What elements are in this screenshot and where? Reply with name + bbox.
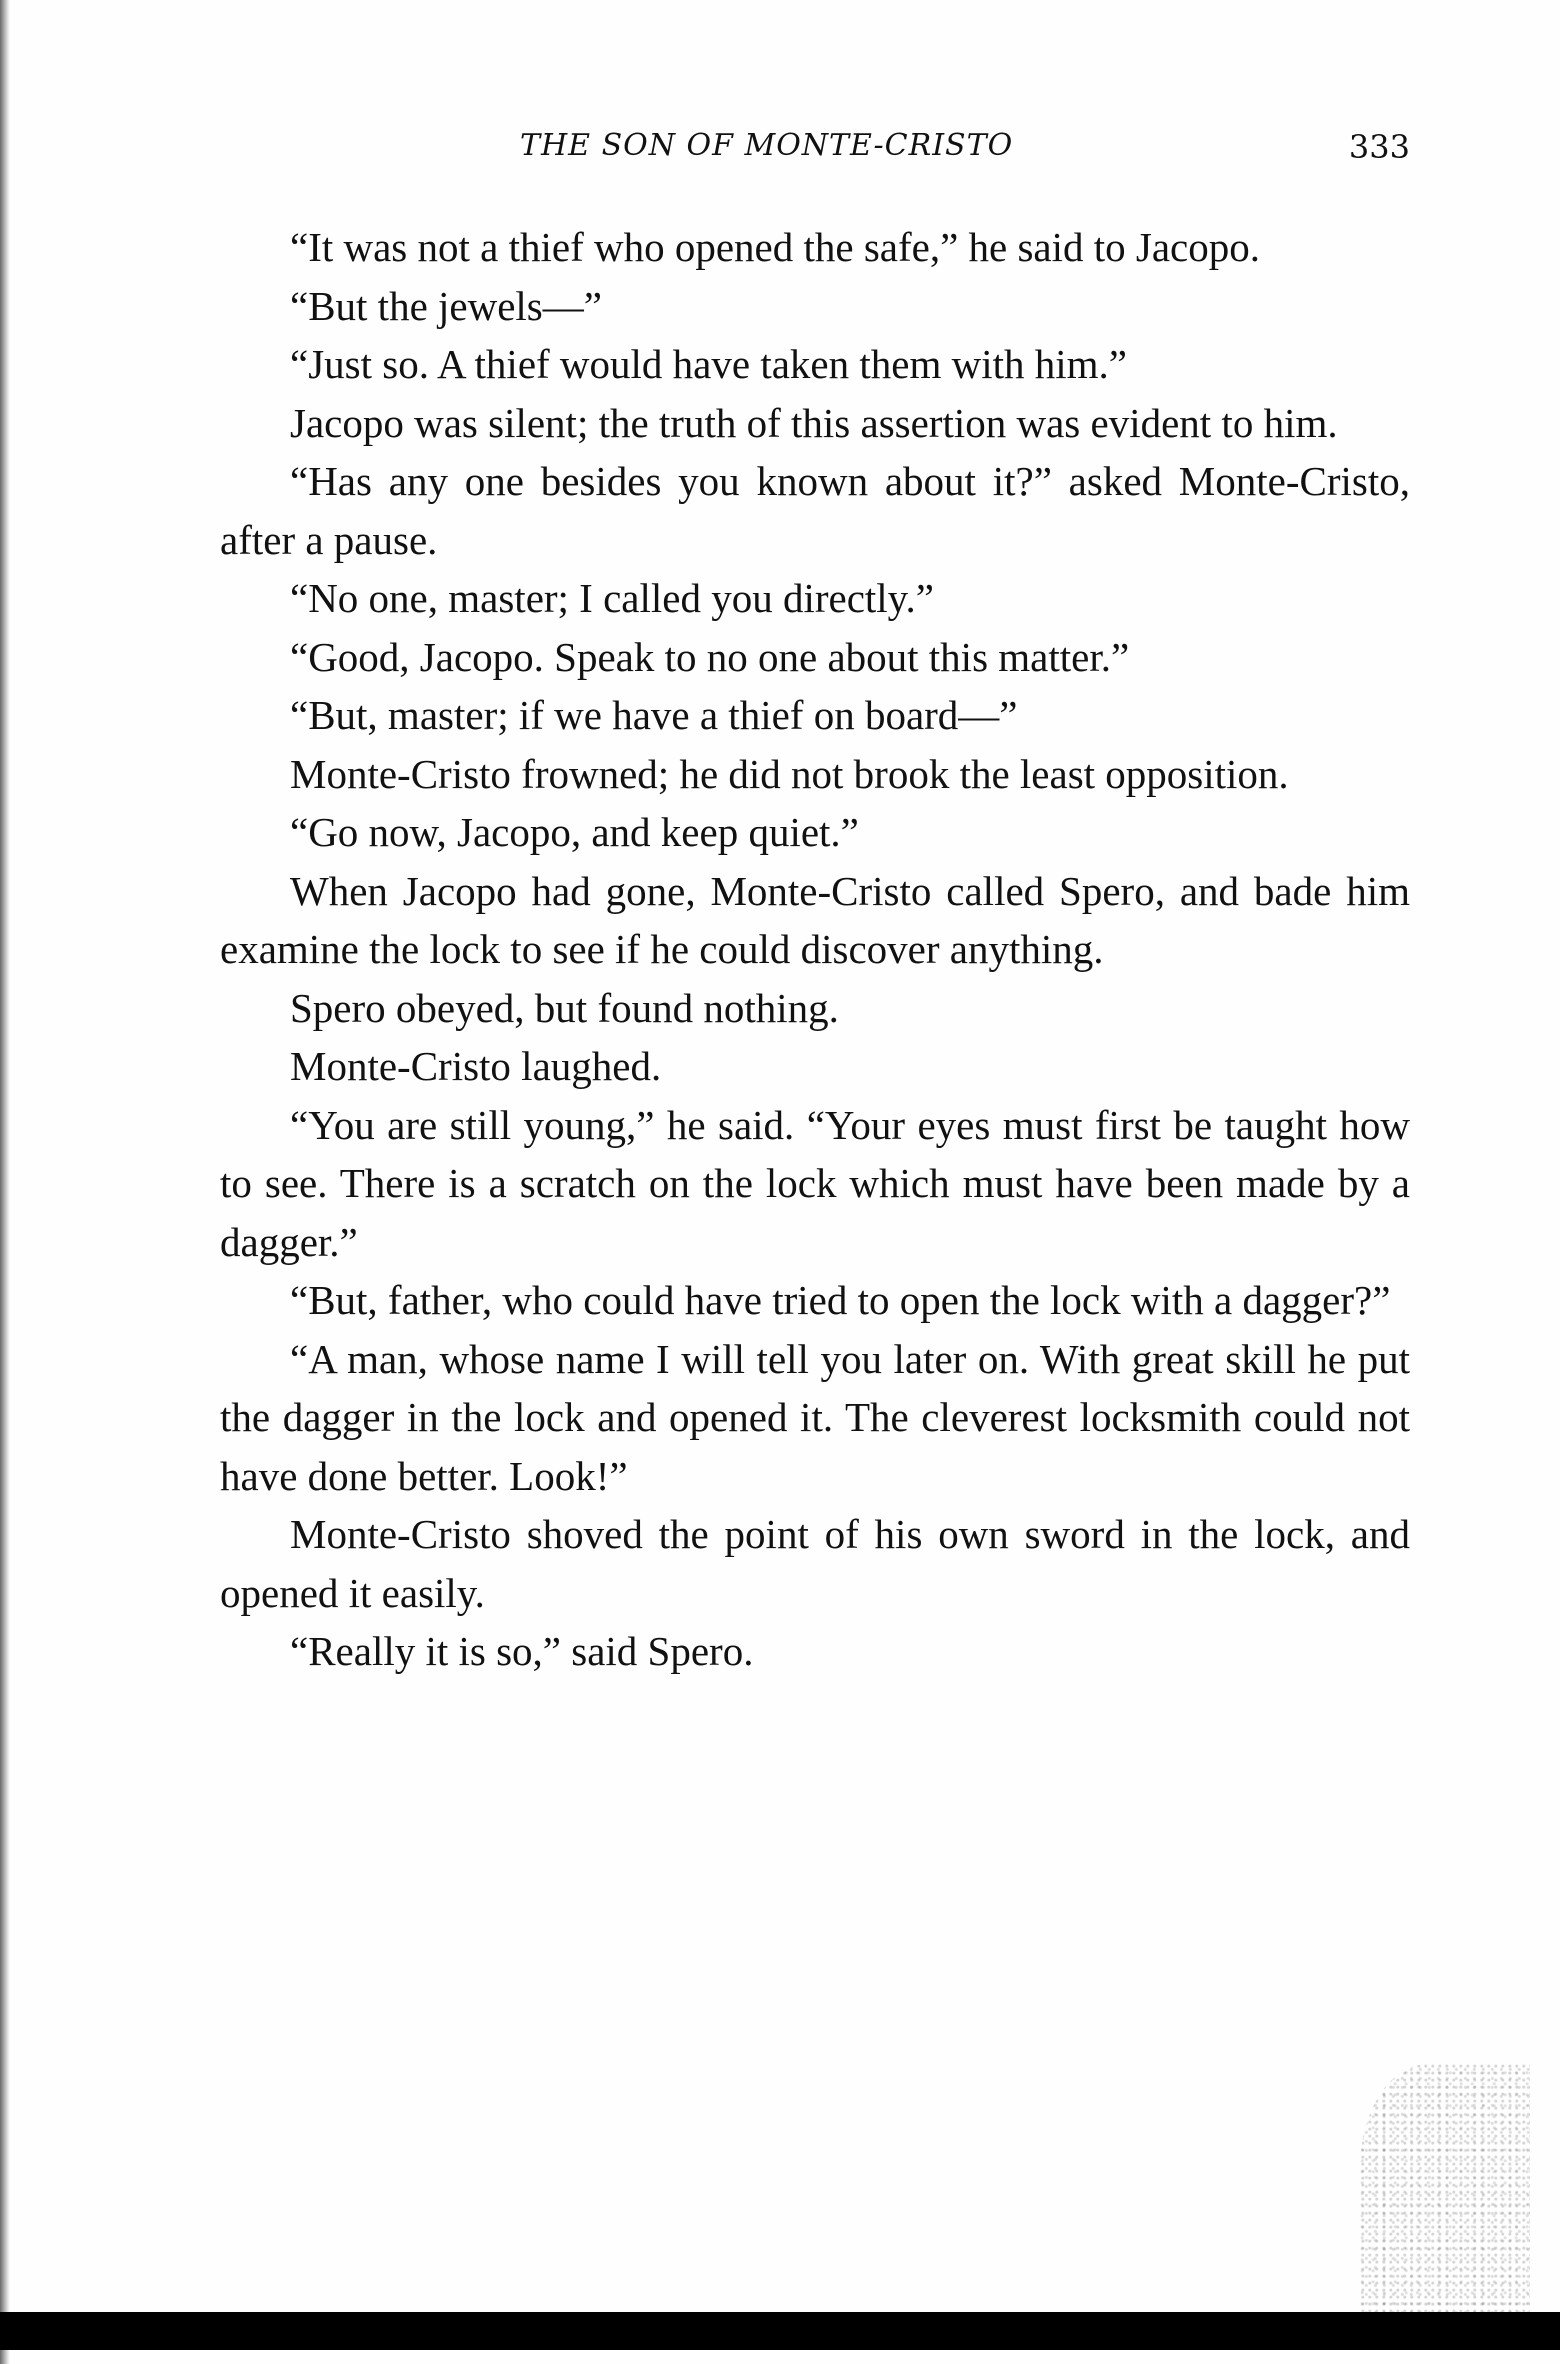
paragraph: Monte-Cristo frowned; he did not brook the least opposition. <box>290 750 1289 797</box>
page-bottom-border <box>0 2312 1560 2350</box>
paper-stain <box>1360 2064 1530 2324</box>
paragraph: “Just so. A thief would have taken them with him.” <box>290 341 1127 387</box>
paragraph: “It was not a thief who opened the safe,” he said to Jacopo. <box>290 224 1261 270</box>
paragraph: Monte-Cristo shoved the point of his own sword in the lock, and opened it easily. <box>220 1511 1410 1616</box>
running-title: THE SON OF MONTE-CRISTO <box>520 128 1014 163</box>
paragraph: “No one, master; I called you directly.” <box>290 575 934 621</box>
page-text <box>220 218 1410 1681</box>
paragraph: “Really it is so,” said Spero. <box>290 1628 754 1674</box>
page-binding-edge <box>0 0 10 2364</box>
paragraph: Spero obeyed, but found nothing. <box>290 984 839 1031</box>
paragraph: “But, father, who could have tried to open the lock with a dagger?” <box>290 1277 1391 1323</box>
paragraph: “You are still young,” he said. “Your eyes must first be taught how to see. There is a scratch on the lock which must have been made by a dagger.” <box>220 1101 1410 1265</box>
paragraph: “Good, Jacopo. Speak to no one about this matter.” <box>290 633 1130 680</box>
paragraph: “But, master; if we have a thief on board—” <box>290 692 1018 738</box>
paragraph: “Go now, Jacopo, and keep quiet.” <box>290 809 859 855</box>
paragraph: Monte-Cristo laughed. <box>290 1043 662 1089</box>
paragraph: When Jacopo had gone, Monte-Cristo called Spero, and bade him examine the lock to see if he could discover anything. <box>220 867 1410 972</box>
paragraph: “But the jewels—” <box>290 282 602 329</box>
page-number: 333 <box>1348 128 1410 166</box>
paragraph: “Has any one besides you known about it?” asked Monte-Cristo, after a pause. <box>220 458 1410 563</box>
paragraph: “A man, whose name I will tell you later on. With great skill he put the dagger in the lock and opened it. The cleverest locksmith could not have done better. Look!” <box>220 1335 1410 1499</box>
running-header <box>220 128 1410 188</box>
paragraph: Jacopo was silent; the truth of this assertion was evident to him. <box>290 399 1338 446</box>
